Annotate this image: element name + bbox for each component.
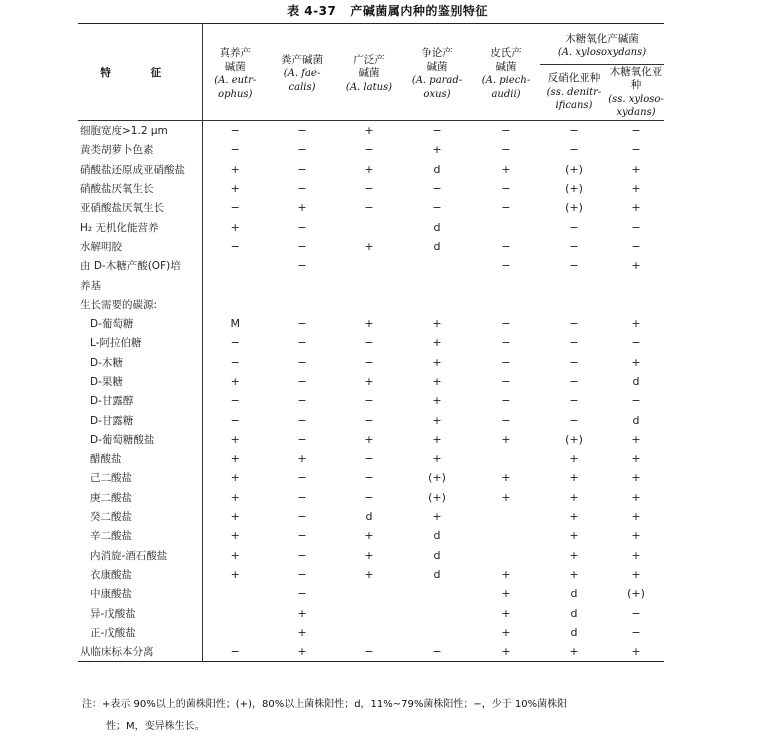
result-cell: + [631,567,641,581]
result-cell: + [569,490,579,504]
result-cell: + [364,375,374,388]
result-cell: d [433,529,441,543]
result-cell: (+) [428,490,446,504]
result-cell: − [364,452,374,466]
result-cell [336,295,402,314]
table-row [78,565,664,584]
result-cell [472,217,540,236]
result-cell: + [432,432,442,446]
result-cell [336,217,402,236]
feature-cell: D-葡萄糖酸盐 [78,430,202,449]
result-cell: + [631,490,641,504]
species-group-header-xylosoxydans: 木糖氧化产碱菌 (A. xylosoxydans) [540,24,664,65]
table-row [78,275,664,294]
result-cell: − [569,143,579,157]
table-row [78,198,664,217]
result-cell: − [501,413,511,427]
subspecies-header-denitrificans: 反硝化亚种 (ss. denitr- ificans) [540,65,608,121]
table-row [78,410,664,429]
result-cell: + [501,567,511,581]
result-cell: − [432,201,442,215]
result-cell: − [297,394,307,408]
result-cell: + [501,432,511,446]
result-cell [336,275,402,294]
result-cell: (+) [565,162,583,176]
result-cell [336,256,402,275]
feature-cell: 庚二酸盐 [78,488,202,507]
table-title: 产碱菌属内种的鉴别特征 [350,4,488,18]
result-cell [608,275,664,294]
result-cell: − [297,587,307,601]
identification-table [78,23,664,662]
result-cell: + [631,201,641,215]
result-cell [472,546,540,565]
table-row [78,623,664,642]
result-cell: − [501,355,511,369]
result-cell: − [501,201,511,215]
result-cell: + [631,317,641,331]
result-cell: − [297,490,307,504]
table-row [78,237,664,256]
result-cell: d [365,510,373,524]
result-cell: − [501,336,511,350]
result-cell: − [631,336,641,350]
result-cell: − [631,394,641,408]
table-row [78,449,664,468]
table-row [78,314,664,333]
result-cell: d [570,606,578,620]
species-header-paradoxus: 争论产 碱菌 (A. parad- oxus) [402,24,472,121]
result-cell: − [364,201,374,215]
result-cell: + [230,452,240,466]
table-row [78,179,664,198]
result-cell: − [432,124,442,138]
table-row [78,160,664,179]
result-cell [336,584,402,603]
result-cell: − [501,143,511,157]
table-row [78,468,664,487]
result-cell: − [297,510,307,524]
table-row [78,372,664,391]
feature-cell: 癸二酸盐 [78,507,202,526]
result-cell: − [631,220,641,234]
result-cell: + [230,490,240,504]
result-cell: + [230,548,240,562]
result-cell: − [631,625,641,639]
result-cell: + [230,375,240,388]
result-cell: + [501,490,511,504]
result-cell: (+) [565,201,583,215]
result-cell: d [570,587,578,601]
result-cell: − [230,239,240,253]
result-cell: − [364,394,374,408]
result-cell: + [501,606,511,620]
result-cell: − [631,143,641,157]
table-row [78,507,664,526]
result-cell: − [501,239,511,253]
result-cell: + [432,336,442,350]
footnote-line-1: 注：+表示 90%以上的菌株阳性；(+)，80%以上菌株阳性；d，11%~79%菌株阳性；−，少于 10%菌株阳 [82,699,568,710]
result-cell: d [632,413,640,427]
result-cell: + [569,452,579,466]
result-cell: − [364,645,374,659]
result-cell: + [297,625,307,639]
feature-cell: 己二酸盐 [78,468,202,487]
result-cell [336,623,402,642]
result-cell: d [632,375,640,388]
result-cell: − [230,124,240,138]
result-cell: + [297,201,307,215]
result-cell: + [297,606,307,620]
result-cell: − [230,355,240,369]
result-cell: + [364,529,374,543]
result-cell: − [297,336,307,350]
feature-cell: D-甘露糖 [78,410,202,429]
result-cell: − [432,182,442,196]
result-cell: + [631,529,641,543]
result-cell: + [364,162,374,176]
feature-cell: L-阿拉伯糖 [78,333,202,352]
result-cell: d [433,162,441,176]
result-cell: + [631,355,641,369]
result-cell: M [230,317,240,331]
result-cell: + [230,567,240,581]
result-cell: − [364,182,374,196]
result-cell [202,623,268,642]
result-cell: + [432,452,442,466]
result-cell: − [631,239,641,253]
result-cell: − [569,375,579,388]
result-cell: + [230,182,240,196]
result-cell: − [297,182,307,196]
result-cell [608,295,664,314]
result-cell [402,275,472,294]
result-cell: d [433,548,441,562]
result-cell: − [297,413,307,427]
result-cell: (+) [627,587,645,601]
result-cell [402,584,472,603]
result-cell: + [631,452,641,466]
result-cell: − [432,645,442,659]
feature-cell: 生长需要的碳源: [78,295,202,314]
feature-cell: 异-戊酸盐 [78,603,202,622]
result-cell: + [230,162,240,176]
result-cell: + [569,529,579,543]
species-header-faecalis: 粪产碱菌 (A. fae- calis) [268,24,336,121]
table-row [78,642,664,662]
species-header-eutrophus: 真养产 碱菌 (A. eutr- ophus) [202,24,268,121]
result-cell: + [230,432,240,446]
result-cell: − [297,162,307,176]
result-cell: + [501,587,511,601]
feature-cell: 由 D-木糖产酸(OF)培 [78,256,202,275]
result-cell [402,623,472,642]
result-cell: + [631,259,641,273]
result-cell: − [297,317,307,331]
result-cell: + [297,645,307,659]
result-cell: − [631,124,641,138]
species-header-latus: 广泛产 碱菌 (A. latus) [336,24,402,121]
table-row [78,295,664,314]
result-cell: + [364,317,374,331]
table-row [78,256,664,275]
result-cell: − [569,317,579,331]
result-cell [540,295,608,314]
feature-cell: 硝酸盐还原成亚硝酸盐 [78,160,202,179]
result-cell [402,256,472,275]
feature-cell: 黄类胡萝卜色素 [78,140,202,159]
feature-cell: 正-戊酸盐 [78,623,202,642]
result-cell: + [501,625,511,639]
result-cell: − [364,143,374,157]
result-cell: − [631,606,641,620]
result-cell: − [501,394,511,408]
result-cell: − [569,336,579,350]
result-cell [202,256,268,275]
table-caption [0,2,775,19]
feature-cell: D-甘露醇 [78,391,202,410]
result-cell: d [433,220,441,234]
result-cell: − [569,355,579,369]
result-cell: + [569,645,579,659]
result-cell: − [501,182,511,196]
feature-cell: 硝酸盐厌氧生长 [78,179,202,198]
species-header-piechaudii: 皮氏产 碱菌 (A. piech- audii) [472,24,540,121]
result-cell: − [297,471,307,485]
result-cell: d [433,567,441,581]
result-cell: − [501,124,511,138]
table-row [78,546,664,565]
result-cell: + [432,394,442,408]
result-cell [336,603,402,622]
result-cell: − [297,355,307,369]
feature-cell: 中康酸盐 [78,584,202,603]
result-cell: − [297,143,307,157]
feature-cell: D-果糖 [78,372,202,391]
result-cell: − [297,220,307,234]
result-cell: − [230,645,240,659]
result-cell: + [501,162,511,176]
result-cell: + [569,471,579,485]
table-footnote [82,694,682,738]
feature-cell: D-木糖 [78,353,202,372]
result-cell: − [569,394,579,408]
table-row [78,391,664,410]
result-cell: − [569,124,579,138]
result-cell [540,275,608,294]
result-cell: + [364,432,374,446]
result-cell: − [569,259,579,273]
result-cell: − [230,143,240,157]
result-cell: + [569,548,579,562]
result-cell: − [230,336,240,350]
result-cell [472,295,540,314]
result-cell: − [297,548,307,562]
footnote-line-2: 性；M，变异株生长。 [106,721,205,732]
result-cell [402,603,472,622]
result-cell [472,526,540,545]
feature-cell: 从临床标本分离 [78,642,202,662]
table-row [78,121,664,141]
feature-cell: 醋酸盐 [78,449,202,468]
result-cell: − [364,413,374,427]
feature-cell: 衣康酸盐 [78,565,202,584]
feature-cell: 亚硝酸盐厌氧生长 [78,198,202,217]
result-cell: + [631,432,641,446]
result-cell [402,295,472,314]
subspecies-header-xylosoxydans: 木糖氧化亚种 (ss. xyloso- xydans) [608,65,664,121]
result-cell: − [297,375,307,388]
result-cell: + [230,529,240,543]
result-cell: − [501,317,511,331]
result-cell: − [501,375,511,388]
result-cell: − [569,239,579,253]
result-cell: (+) [565,432,583,446]
result-cell: + [631,471,641,485]
result-cell: − [297,567,307,581]
result-cell: − [297,529,307,543]
result-cell: + [631,510,641,524]
result-cell: − [364,490,374,504]
result-cell: − [297,239,307,253]
result-cell: + [432,413,442,427]
table-row [78,488,664,507]
result-cell: + [297,452,307,466]
result-cell: + [501,645,511,659]
table-row [78,353,664,372]
result-cell: + [432,143,442,157]
result-cell: + [631,182,641,196]
result-cell [268,295,336,314]
table-number: 表 4-37 [287,4,337,18]
result-cell [472,449,540,468]
result-cell [202,275,268,294]
feature-cell: 细胞宽度>1.2 μm [78,121,202,141]
table-row [78,603,664,622]
result-cell: + [569,567,579,581]
result-cell: + [569,510,579,524]
result-cell: − [569,413,579,427]
result-cell: − [297,432,307,446]
result-cell: − [364,471,374,485]
result-cell [472,275,540,294]
result-cell: − [569,220,579,234]
feature-cell: D-葡萄糖 [78,314,202,333]
result-cell: + [501,471,511,485]
table-row [78,140,664,159]
result-cell: + [631,162,641,176]
result-cell [202,603,268,622]
result-cell [202,295,268,314]
result-cell: + [631,548,641,562]
result-cell: d [433,239,441,253]
feature-cell: 内消旋-酒石酸盐 [78,546,202,565]
feature-column-header: 特 征 [78,24,202,121]
result-cell: (+) [428,471,446,485]
result-cell: − [501,259,511,273]
result-cell: − [230,413,240,427]
result-cell: + [230,220,240,234]
result-cell: − [230,201,240,215]
result-cell: − [297,124,307,138]
result-cell [268,275,336,294]
result-cell: + [230,510,240,524]
feature-cell: 辛二酸盐 [78,526,202,545]
feature-cell: 养基 [78,275,202,294]
result-cell: − [297,259,307,273]
result-cell: d [570,625,578,639]
result-cell: (+) [565,182,583,196]
table-row [78,430,664,449]
table-row [78,217,664,236]
result-cell: + [230,471,240,485]
result-cell: + [364,239,374,253]
result-cell: + [432,510,442,524]
result-cell: + [631,645,641,659]
result-cell: + [432,317,442,331]
table-row [78,584,664,603]
result-cell: − [230,394,240,408]
result-cell: + [364,567,374,581]
result-cell: + [364,124,374,138]
result-cell: + [432,355,442,369]
result-cell: + [364,548,374,562]
result-cell: − [364,336,374,350]
feature-cell: 水解明胶 [78,237,202,256]
table-row [78,526,664,545]
result-cell [202,584,268,603]
result-cell [472,507,540,526]
table-row [78,333,664,352]
table-body [78,121,664,662]
result-cell: − [364,355,374,369]
feature-cell: H₂ 无机化能营养 [78,217,202,236]
result-cell: + [432,375,442,388]
